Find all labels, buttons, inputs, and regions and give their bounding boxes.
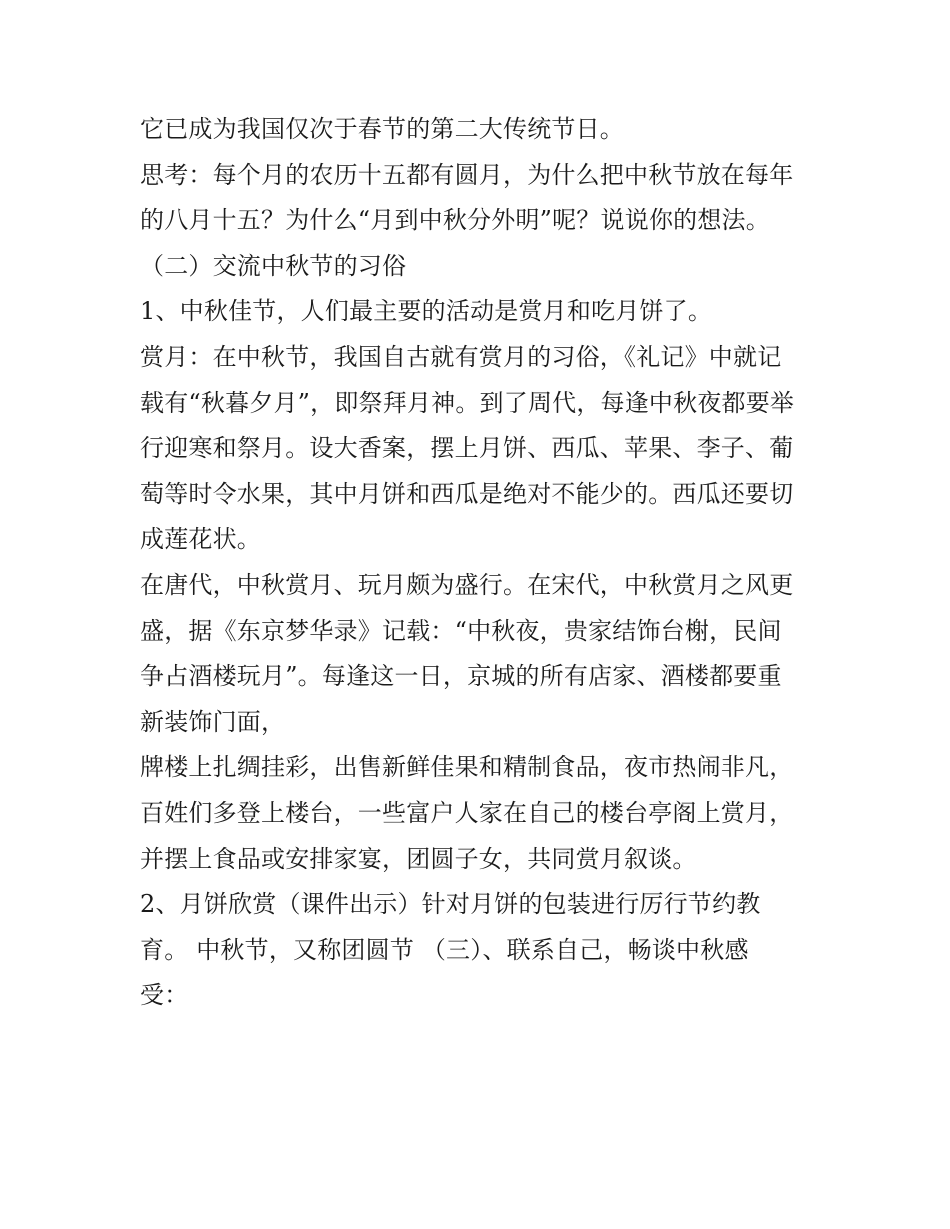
text-line: 在唐代，中秋赏月、玩月颇为盛行。在宋代，中秋赏月之风更 [140, 570, 794, 599]
text-line: 它已成为我国仅次于春节的第二大传统节日。 [140, 115, 624, 143]
text-line: 成莲花状。 [140, 525, 261, 554]
text-line: 牌楼上扎绸挂彩，出售新鲜佳果和精制食品，夜市热闹非凡， [140, 753, 794, 782]
text-line: 育。 中秋节，又称团圆节 （三）、联系自己，畅谈中秋感 [140, 935, 749, 964]
text-line: 赏月：在中秋节，我国自古就有赏月的习俗，《礼记》中就记 [140, 342, 782, 371]
text-line: 思考：每个月的农历十五都有圆月，为什么把中秋节放在每年 [140, 160, 794, 189]
text-line: 1、中秋佳节，人们最主要的活动是赏月和吃月饼了。 [140, 297, 713, 326]
text-line: 新装饰门面， [140, 707, 286, 736]
text-line: 受： [140, 981, 189, 1010]
text-line: 2、月饼欣赏（课件出示）针对月饼的包装进行厉行节约教 [140, 890, 761, 919]
text-line: 萄等时令水果，其中月饼和西瓜是绝对不能少的。西瓜还要切 [140, 479, 794, 508]
text-line: 并摆上食品或安排家宴，团圆子女，共同赏月叙谈。 [140, 844, 697, 873]
document-body [140, 107, 820, 1019]
text-line: 行迎寒和祭月。设大香案，摆上月饼、西瓜、苹果、李子、葡 [140, 434, 794, 463]
text-line: 载有“秋暮夕月”，即祭拜月神。到了周代，每逢中秋夜都要举 [140, 388, 795, 417]
text-line: 百姓们多登上楼台，一些富户人家在自己的楼台亭阁上赏月， [140, 798, 794, 827]
text-line: 争占酒楼玩月”。每逢这一日，京城的所有店家、酒楼都要重 [140, 662, 782, 691]
text-line: 的八月十五？为什么“月到中秋分外明”呢？说说你的想法。 [140, 206, 770, 235]
section-heading: （二）交流中秋节的习俗 [140, 251, 407, 280]
text-line: 盛，据《东京梦华录》记载：“中秋夜，贵家结饰台榭，民间 [140, 616, 782, 645]
